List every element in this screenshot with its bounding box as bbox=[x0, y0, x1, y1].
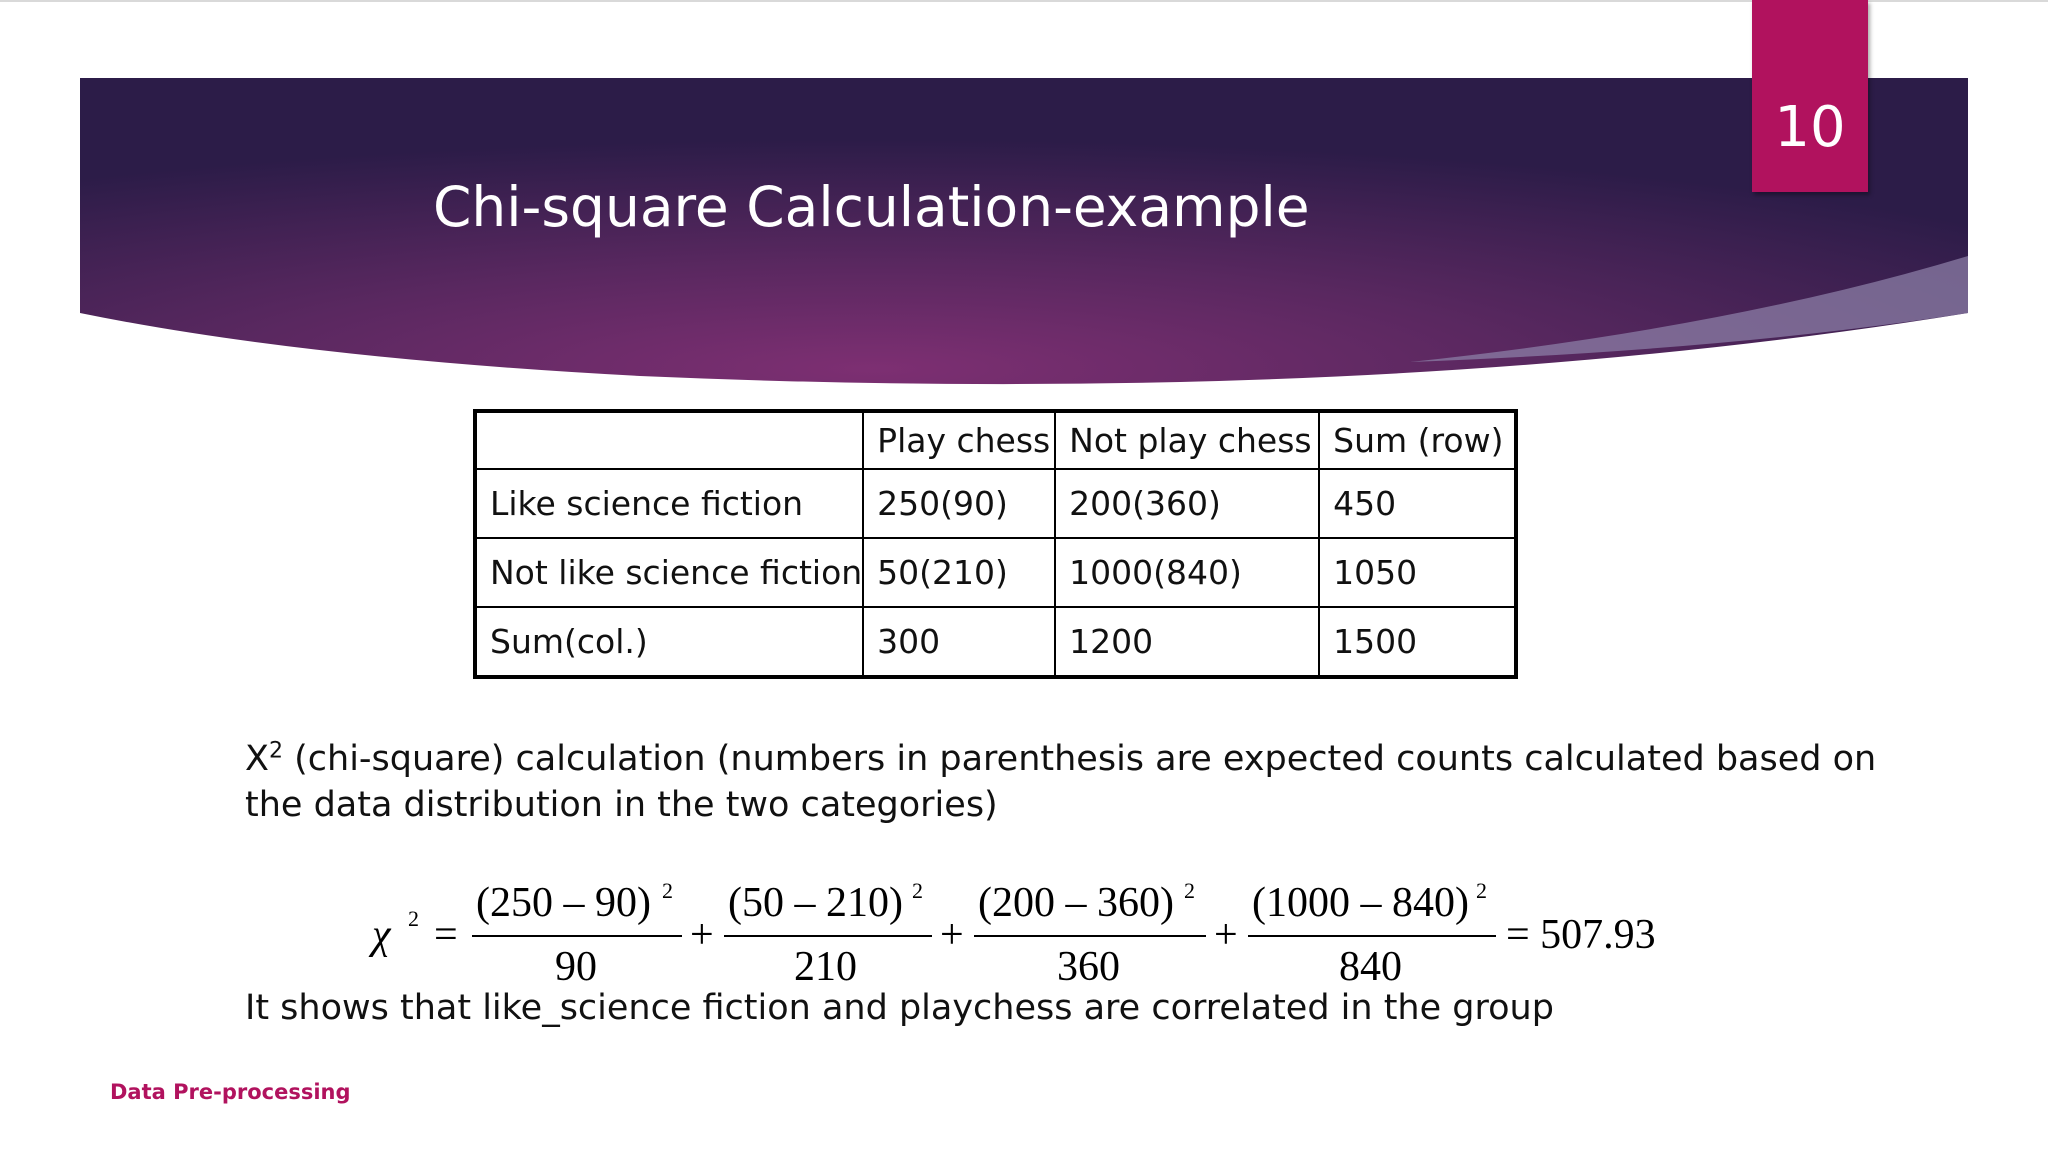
table-cell: 450 bbox=[1319, 469, 1516, 538]
fraction-bar bbox=[1248, 935, 1496, 937]
table-cell: 1200 bbox=[1055, 607, 1319, 677]
fraction-bar bbox=[974, 935, 1206, 937]
top-rule bbox=[0, 0, 2048, 2]
formula-denominator: 90 bbox=[555, 944, 597, 990]
formula-result: = 507.93 bbox=[1506, 912, 1656, 958]
formula-exponent: 2 bbox=[912, 878, 923, 903]
contingency-table bbox=[473, 409, 1518, 679]
table-cell: 1050 bbox=[1319, 538, 1516, 607]
formula-numerator: (250 – 90) bbox=[476, 880, 651, 926]
table-cell: Like science fiction bbox=[475, 469, 863, 538]
table-row bbox=[475, 469, 1516, 538]
footer-label: Data Pre-processing bbox=[110, 1080, 351, 1104]
formula-numerator: (50 – 210) bbox=[728, 880, 903, 926]
chi-symbol: X bbox=[245, 739, 269, 779]
formula-denominator: 840 bbox=[1339, 944, 1402, 990]
table-row bbox=[475, 607, 1516, 677]
conclusion-text: It shows that like_science fiction and playchess are correlated in the group bbox=[245, 988, 1554, 1028]
explanation-text bbox=[245, 736, 1925, 828]
formula-denominator: 210 bbox=[794, 944, 857, 990]
fraction-bar bbox=[472, 935, 682, 937]
chi-exponent: 2 bbox=[268, 738, 283, 764]
formula-chi-exponent: 2 bbox=[408, 906, 419, 931]
table-cell: 300 bbox=[863, 607, 1055, 677]
formula-exponent: 2 bbox=[1184, 878, 1195, 903]
table-header-cell bbox=[475, 411, 863, 469]
table-cell: 250(90) bbox=[863, 469, 1055, 538]
formula-numerator: (1000 – 840) bbox=[1252, 880, 1469, 926]
table-cell: 200(360) bbox=[1055, 469, 1319, 538]
page-number: 10 bbox=[1774, 95, 1846, 160]
table-header-cell: Not play chess bbox=[1055, 411, 1319, 469]
formula-exponent: 2 bbox=[1476, 878, 1487, 903]
formula-numerator: (200 – 360) bbox=[978, 880, 1174, 926]
formula-equals: = bbox=[434, 912, 458, 958]
table-cell: Sum(col.) bbox=[475, 607, 863, 677]
table-cell: 50(210) bbox=[863, 538, 1055, 607]
formula-exponent: 2 bbox=[662, 878, 673, 903]
table-cell: Not like science fiction bbox=[475, 538, 863, 607]
formula-denominator: 360 bbox=[1057, 944, 1120, 990]
slide-title: Chi-square Calculation-example bbox=[433, 175, 1310, 239]
formula-plus: + bbox=[940, 912, 964, 958]
formula-plus: + bbox=[1214, 912, 1238, 958]
formula-chi: χ bbox=[372, 912, 391, 958]
page-number-badge bbox=[1752, 0, 1868, 192]
chi-square-formula bbox=[372, 872, 1672, 1002]
table-header-cell: Play chess bbox=[863, 411, 1055, 469]
fraction-bar bbox=[724, 935, 932, 937]
formula-plus: + bbox=[690, 912, 714, 958]
table-header-cell: Sum (row) bbox=[1319, 411, 1516, 469]
table-cell: 1500 bbox=[1319, 607, 1516, 677]
table-cell: 1000(840) bbox=[1055, 538, 1319, 607]
table-header-row bbox=[475, 411, 1516, 469]
table-row bbox=[475, 538, 1516, 607]
explanation-body: (chi-square) calculation (numbers in parenthesis are expected counts calculated based on the data distribution in the two categories) bbox=[245, 739, 1877, 825]
